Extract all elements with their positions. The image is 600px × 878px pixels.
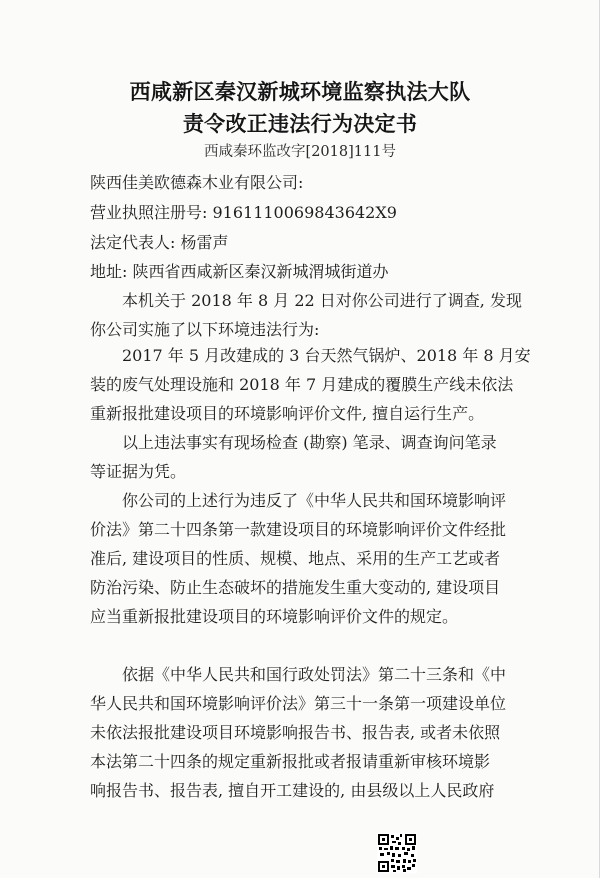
recipient-company: 陕西佳美欧德森木业有限公司: bbox=[90, 173, 304, 192]
body-line: 华人民共和国环境影响评价法》第三十一条第一项建设单位 bbox=[90, 694, 507, 713]
body-line: 本机关于 2018 年 8 月 22 日对你公司进行了调查, 发现 bbox=[122, 291, 522, 310]
body-line: 装的废气处理设施和 2018 年 7 月建成的覆膜生产线未依法 bbox=[90, 375, 514, 394]
body-line: 应当重新报批建设项目的环境影响评价文件的规定。 bbox=[90, 607, 459, 626]
body-line: 准后, 建设项目的性质、规模、地点、采用的生产工艺或者 bbox=[90, 549, 501, 568]
document-title-line1: 西咸新区秦汉新城环境监察执法大队 bbox=[129, 80, 471, 104]
company-address: 地址: 陕西省西咸新区秦汉新城渭城街道办 bbox=[90, 262, 389, 281]
document-number: 西咸秦环监改字[2018]111号 bbox=[204, 144, 396, 160]
business-license-number: 营业执照注册号: 9161110069843642X9 bbox=[90, 203, 397, 222]
body-line: 未依法报批建设项目环境影响报告书、报告表, 或者未依照 bbox=[90, 723, 501, 742]
document-title-line2: 责令改正违法行为决定书 bbox=[182, 112, 418, 136]
body-line: 价法》第二十四条第一款建设项目的环境影响评价文件经批 bbox=[90, 520, 507, 539]
body-line: 重新报批建设项目的环境影响评价文件, 擅自运行生产。 bbox=[90, 404, 485, 423]
body-line: 防治污染、防止生态破坏的措施发生重大变动的, 建设项目 bbox=[90, 578, 501, 597]
body-line: 以上违法事实有现场检查 (勘察) 笔录、调查询问笔录 bbox=[122, 433, 497, 452]
body-line: 2017 年 5 月改建成的 3 台天然气锅炉、2018 年 8 月安 bbox=[122, 346, 531, 365]
qr-code-icon bbox=[377, 833, 417, 873]
legal-representative: 法定代表人: 杨雷声 bbox=[90, 233, 229, 252]
body-line: 响报告书、报告表, 擅自开工建设的, 由县级以上人民政府 bbox=[90, 781, 495, 800]
body-line: 依据《中华人民共和国行政处罚法》第二十三条和《中 bbox=[122, 665, 507, 684]
body-line: 本法第二十四条的规定重新报批或者报请重新审核环境影 bbox=[90, 752, 491, 771]
body-line: 等证据为凭。 bbox=[90, 462, 187, 481]
body-line: 你公司的上述行为违反了《中华人民共和国环境影响评 bbox=[122, 491, 507, 510]
body-line: 你公司实施了以下环境违法行为: bbox=[90, 320, 320, 339]
